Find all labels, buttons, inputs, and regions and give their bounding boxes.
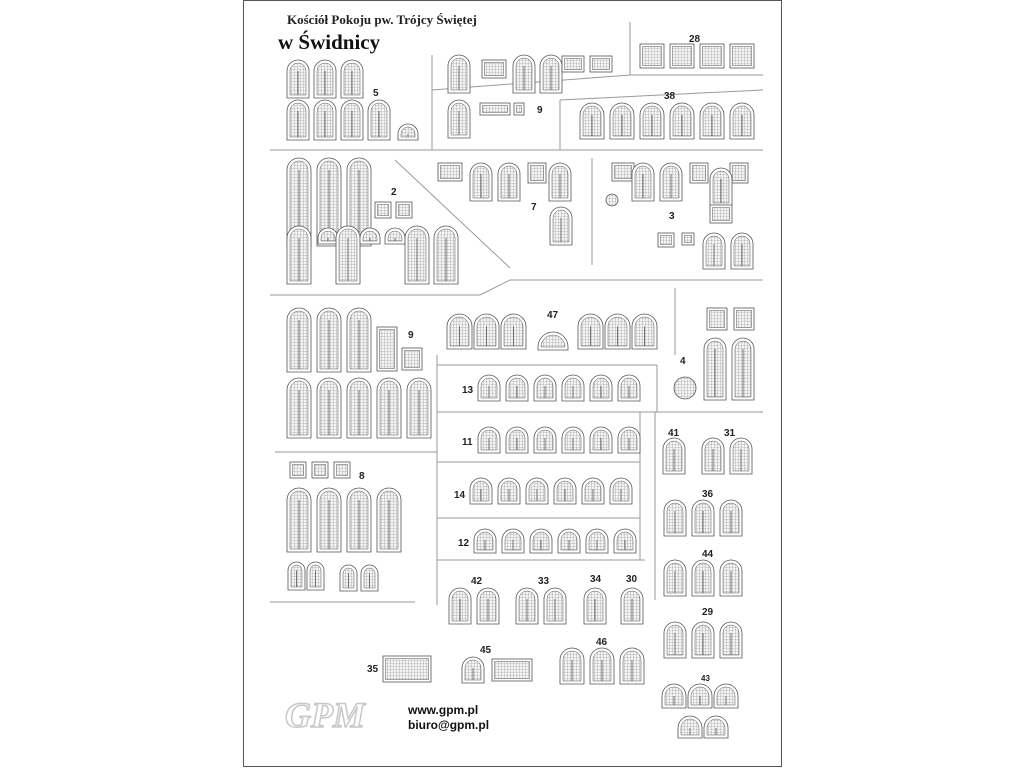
- window-part: [590, 56, 612, 72]
- window-part: [340, 565, 357, 591]
- window-part: [734, 308, 754, 330]
- window-part: [621, 588, 643, 624]
- part-label-29: 29: [702, 607, 714, 618]
- window-part: [361, 565, 378, 591]
- window-part: [692, 622, 714, 658]
- window-part: [620, 648, 644, 684]
- window-part: [586, 529, 608, 553]
- window-part: [663, 438, 685, 474]
- window-part: [449, 588, 471, 624]
- window-part: [498, 163, 520, 201]
- window-part: [287, 378, 311, 438]
- window-part: [590, 427, 612, 453]
- window-part: [474, 529, 496, 553]
- window-part: [513, 55, 535, 93]
- window-part: [618, 375, 640, 401]
- window-part: [317, 308, 341, 372]
- window-part: [540, 55, 562, 93]
- part-label-33: 33: [538, 576, 550, 587]
- window-part: [385, 228, 405, 244]
- window-part: [578, 314, 603, 349]
- window-part: [438, 163, 462, 181]
- window-part: [377, 488, 401, 552]
- window-part: [318, 228, 338, 244]
- window-part: [347, 308, 371, 372]
- window-part: [664, 500, 686, 536]
- window-part: [516, 588, 538, 624]
- window-part: [614, 529, 636, 553]
- window-part: [664, 560, 686, 596]
- window-part: [580, 103, 604, 139]
- window-part: [549, 163, 571, 201]
- window-part: [377, 327, 397, 371]
- window-part: [584, 588, 606, 624]
- part-label-13: 13: [462, 385, 474, 396]
- window-part: [558, 529, 580, 553]
- window-part: [612, 163, 634, 181]
- window-part: [670, 103, 694, 139]
- window-part: [704, 338, 726, 400]
- window-part: [690, 163, 708, 183]
- logo-text: GPM: [285, 695, 365, 734]
- part-label-44: 44: [702, 549, 714, 560]
- window-part: [478, 427, 500, 453]
- window-part: [347, 488, 371, 552]
- window-part: [341, 100, 363, 140]
- window-part: [670, 44, 694, 68]
- window-part: [554, 478, 576, 504]
- window-part: [544, 588, 566, 624]
- window-part: [732, 338, 754, 400]
- window-part: [660, 163, 682, 201]
- part-label-14: 14: [454, 490, 466, 501]
- window-part: [692, 560, 714, 596]
- window-part: [314, 60, 336, 98]
- window-part: [477, 588, 499, 624]
- window-part: [534, 427, 556, 453]
- window-part: [434, 226, 458, 284]
- window-part: [731, 233, 753, 269]
- window-part: [462, 657, 484, 683]
- window-part: [307, 562, 324, 590]
- part-label-46: 46: [596, 637, 608, 648]
- part-label-47: 47: [547, 310, 559, 321]
- window-part: [480, 103, 510, 115]
- window-part: [640, 103, 664, 139]
- window-part: [492, 659, 532, 681]
- window-part: [692, 500, 714, 536]
- part-label-34: 34: [590, 574, 602, 585]
- part-label-9-top: 9: [537, 105, 543, 116]
- part-label-30: 30: [626, 574, 638, 585]
- window-part: [317, 488, 341, 552]
- part-label-28: 28: [689, 34, 701, 45]
- window-part: [550, 207, 572, 245]
- window-part: [514, 103, 524, 115]
- window-part: [703, 233, 725, 269]
- window-part: [375, 202, 391, 218]
- window-part: [341, 60, 363, 98]
- window-part: [610, 478, 632, 504]
- window-part: [470, 163, 492, 201]
- window-part: [707, 308, 727, 330]
- window-part: [377, 378, 401, 438]
- part-label-31: 31: [724, 428, 736, 439]
- window-part: [368, 100, 390, 140]
- window-part: [502, 529, 524, 553]
- window-part: [605, 314, 630, 349]
- window-part: [678, 716, 702, 738]
- window-part: [562, 56, 584, 72]
- part-label-38: 38: [664, 91, 676, 102]
- part-label-45: 45: [480, 645, 492, 656]
- part-label-3: 3: [669, 211, 675, 222]
- window-part: [506, 375, 528, 401]
- window-part: [632, 314, 657, 349]
- window-part: [448, 55, 470, 93]
- window-part: [501, 314, 526, 349]
- window-part: [526, 478, 548, 504]
- window-part: [562, 375, 584, 401]
- window-part: [482, 60, 506, 78]
- window-part: [287, 308, 311, 372]
- window-part: [702, 438, 724, 474]
- window-part: [688, 684, 712, 708]
- window-part: [402, 348, 422, 370]
- window-part: [700, 44, 724, 68]
- part-label-12: 12: [458, 538, 470, 549]
- sheet-subtitle: w Świdnicy: [278, 30, 381, 54]
- window-part: [562, 427, 584, 453]
- window-part: [704, 716, 728, 738]
- window-part: [336, 226, 360, 284]
- window-part: [710, 168, 732, 206]
- website-link[interactable]: www.gpm.pl: [408, 703, 479, 717]
- window-part: [287, 226, 311, 284]
- part-label-36: 36: [702, 489, 714, 500]
- part-label-42: 42: [471, 576, 483, 587]
- window-part: [730, 438, 752, 474]
- window-part: [407, 378, 431, 438]
- window-part: [498, 478, 520, 504]
- window-part: [534, 375, 556, 401]
- window-part: [347, 378, 371, 438]
- window-part: [447, 314, 472, 349]
- window-part: [405, 226, 429, 284]
- window-part: [664, 622, 686, 658]
- window-part: [396, 202, 412, 218]
- part-label-43: 43: [701, 674, 710, 683]
- window-part: [560, 648, 584, 684]
- window-part: [478, 375, 500, 401]
- window-part: [720, 560, 742, 596]
- window-part: [530, 529, 552, 553]
- window-part: [314, 100, 336, 140]
- window-part: [334, 462, 350, 478]
- sheet-title: Kościół Pokoju pw. Trójcy Świętej: [287, 12, 477, 27]
- window-part: [640, 44, 664, 68]
- window-part: [606, 194, 618, 206]
- window-part: [682, 233, 694, 245]
- gpm-logo: [283, 694, 393, 734]
- window-part: [398, 124, 418, 140]
- part-label-8: 8: [359, 471, 365, 482]
- part-label-4: 4: [680, 356, 686, 367]
- window-part: [448, 100, 470, 138]
- window-part: [730, 103, 754, 139]
- part-label-41: 41: [668, 428, 680, 439]
- window-part: [658, 233, 674, 247]
- window-part: [287, 60, 309, 98]
- part-label-9-mid: 9: [408, 330, 414, 341]
- window-part: [506, 427, 528, 453]
- part-label-35: 35: [367, 664, 379, 675]
- window-part: [632, 163, 654, 201]
- part-label-7: 7: [531, 202, 537, 213]
- window-part: [618, 427, 640, 453]
- window-part: [662, 684, 686, 708]
- window-part: [730, 163, 748, 183]
- window-part: [700, 103, 724, 139]
- window-part: [582, 478, 604, 504]
- window-part: [470, 478, 492, 504]
- window-part: [714, 684, 738, 708]
- window-part: [720, 622, 742, 658]
- window-part: [287, 488, 311, 552]
- window-part: [474, 314, 499, 349]
- window-part: [290, 462, 306, 478]
- window-part: [317, 378, 341, 438]
- window-part: [360, 228, 380, 244]
- window-part: [730, 44, 754, 68]
- window-part: [610, 103, 634, 139]
- window-part: [383, 656, 431, 682]
- window-part: [287, 100, 309, 140]
- window-part: [538, 332, 568, 350]
- window-part: [590, 648, 614, 684]
- window-part: [674, 377, 696, 399]
- window-part: [590, 375, 612, 401]
- window-part: [312, 462, 328, 478]
- part-label-5: 5: [373, 88, 379, 99]
- part-label-11: 11: [462, 437, 473, 448]
- window-part: [288, 562, 305, 590]
- part-label-2: 2: [391, 187, 397, 198]
- email-link[interactable]: biuro@gpm.pl: [408, 718, 490, 732]
- window-part: [720, 500, 742, 536]
- window-part: [528, 163, 546, 183]
- window-part: [710, 205, 732, 223]
